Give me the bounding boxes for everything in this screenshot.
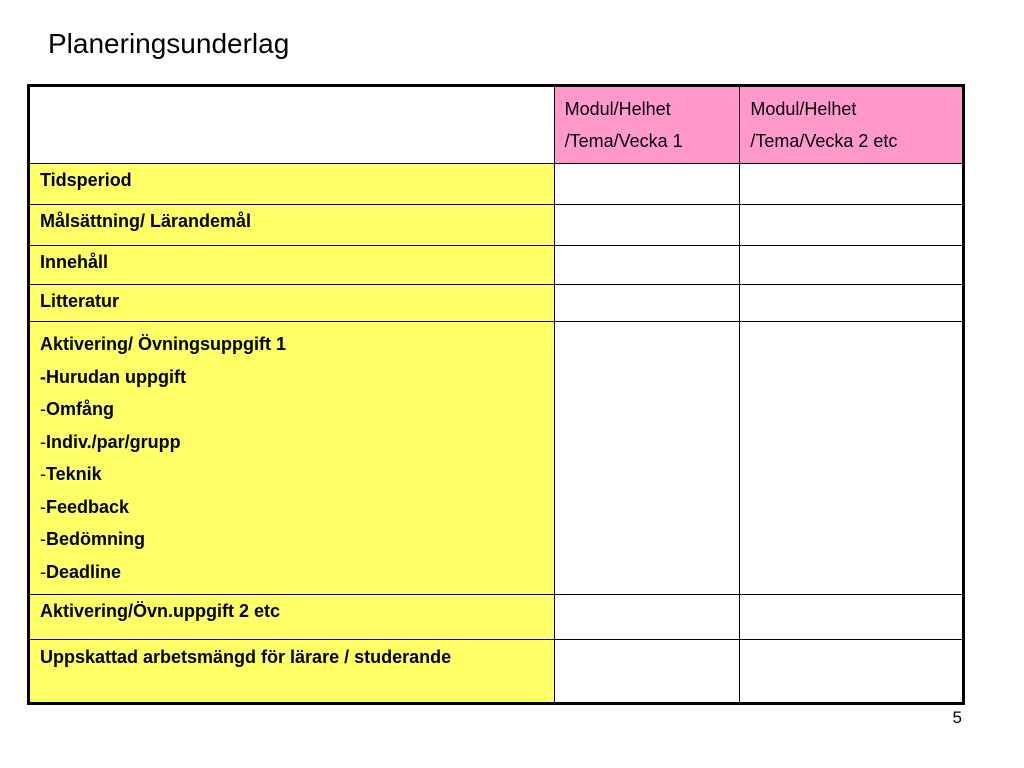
cell-litteratur-week-1[interactable]	[554, 285, 740, 322]
aktivering-1-deadline: Deadline	[46, 561, 122, 582]
table-row	[29, 164, 964, 205]
table-row	[29, 205, 964, 246]
row-label-litteratur[interactable]: Litteratur	[29, 285, 555, 322]
header-week-1-line-2: /Tema/Vecka 1	[564, 131, 683, 151]
header-cell-week-1[interactable]	[554, 86, 740, 164]
aktivering-1-feedback-line	[40, 491, 544, 524]
aktivering-1-hurudan: -Hurudan uppgift	[40, 366, 186, 387]
aktivering-1-bedomning-line	[40, 523, 544, 556]
cell-malsattning-week-1[interactable]	[554, 205, 740, 246]
bullet-dash: -	[40, 431, 46, 452]
corner-cell[interactable]	[29, 86, 555, 164]
bullet-dash: -	[40, 399, 46, 419]
table-row	[29, 595, 964, 640]
cell-aktivering-2-week-2[interactable]	[740, 595, 964, 640]
header-week-2-line-2: /Tema/Vecka 2 etc	[750, 131, 898, 151]
slide-title: Planeringsunderlag	[48, 28, 290, 59]
row-label-malsattning[interactable]: Målsättning/ Lärandemål	[29, 205, 555, 246]
table-header-row	[29, 86, 964, 164]
row-label-tidsperiod[interactable]: Tidsperiod	[29, 164, 555, 205]
table-row	[29, 285, 964, 322]
bullet-dash: -	[40, 529, 46, 549]
aktivering-1-omfang-line	[40, 393, 544, 426]
cell-arbetsmangd-week-1[interactable]	[554, 640, 740, 704]
bullet-dash: -	[40, 464, 46, 484]
cell-innehall-week-1[interactable]	[554, 246, 740, 285]
cell-aktivering-2-week-1[interactable]	[554, 595, 740, 640]
aktivering-1-title: Aktivering/ Övningsuppgift 1	[40, 334, 287, 354]
header-week-2-line-1: Modul/Helhet	[750, 99, 857, 119]
aktivering-1-bedomning: Bedömning	[46, 529, 145, 549]
aktivering-1-teknik-line	[40, 458, 544, 491]
row-label-innehall[interactable]: Innehåll	[29, 246, 555, 285]
cell-tidsperiod-week-1[interactable]	[554, 164, 740, 205]
header-week-1-line-1: Modul/Helhet	[564, 99, 671, 119]
aktivering-1-indiv: Indiv./par/grupp	[46, 431, 181, 452]
slide-number: 5	[952, 708, 962, 727]
cell-innehall-week-2[interactable]	[740, 246, 964, 285]
cell-litteratur-week-2[interactable]	[740, 285, 964, 322]
row-label-aktivering-2[interactable]: Aktivering/Övn.uppgift 2 etc	[29, 595, 555, 640]
cell-tidsperiod-week-2[interactable]	[740, 164, 964, 205]
table-row	[29, 246, 964, 285]
planning-table	[27, 84, 965, 705]
row-label-arbetsmangd[interactable]: Uppskattad arbetsmängd för lärare / studerande	[29, 640, 555, 704]
row-label-aktivering-1[interactable]	[29, 322, 555, 595]
aktivering-1-deadline-line	[40, 556, 544, 589]
cell-arbetsmangd-week-2[interactable]	[740, 640, 964, 704]
cell-malsattning-week-2[interactable]	[740, 205, 964, 246]
bullet-dash: -	[40, 496, 46, 517]
header-cell-week-2[interactable]	[740, 86, 964, 164]
aktivering-1-teknik: Teknik	[46, 464, 102, 484]
cell-aktivering-1-week-2[interactable]	[740, 322, 964, 595]
aktivering-1-indiv-line	[40, 426, 544, 459]
cell-aktivering-1-week-1[interactable]	[554, 322, 740, 595]
table-row	[29, 322, 964, 595]
aktivering-1-feedback: Feedback	[46, 496, 130, 517]
aktivering-1-omfang: Omfång	[46, 399, 115, 419]
bullet-dash: -	[40, 561, 46, 582]
table-row	[29, 640, 964, 704]
